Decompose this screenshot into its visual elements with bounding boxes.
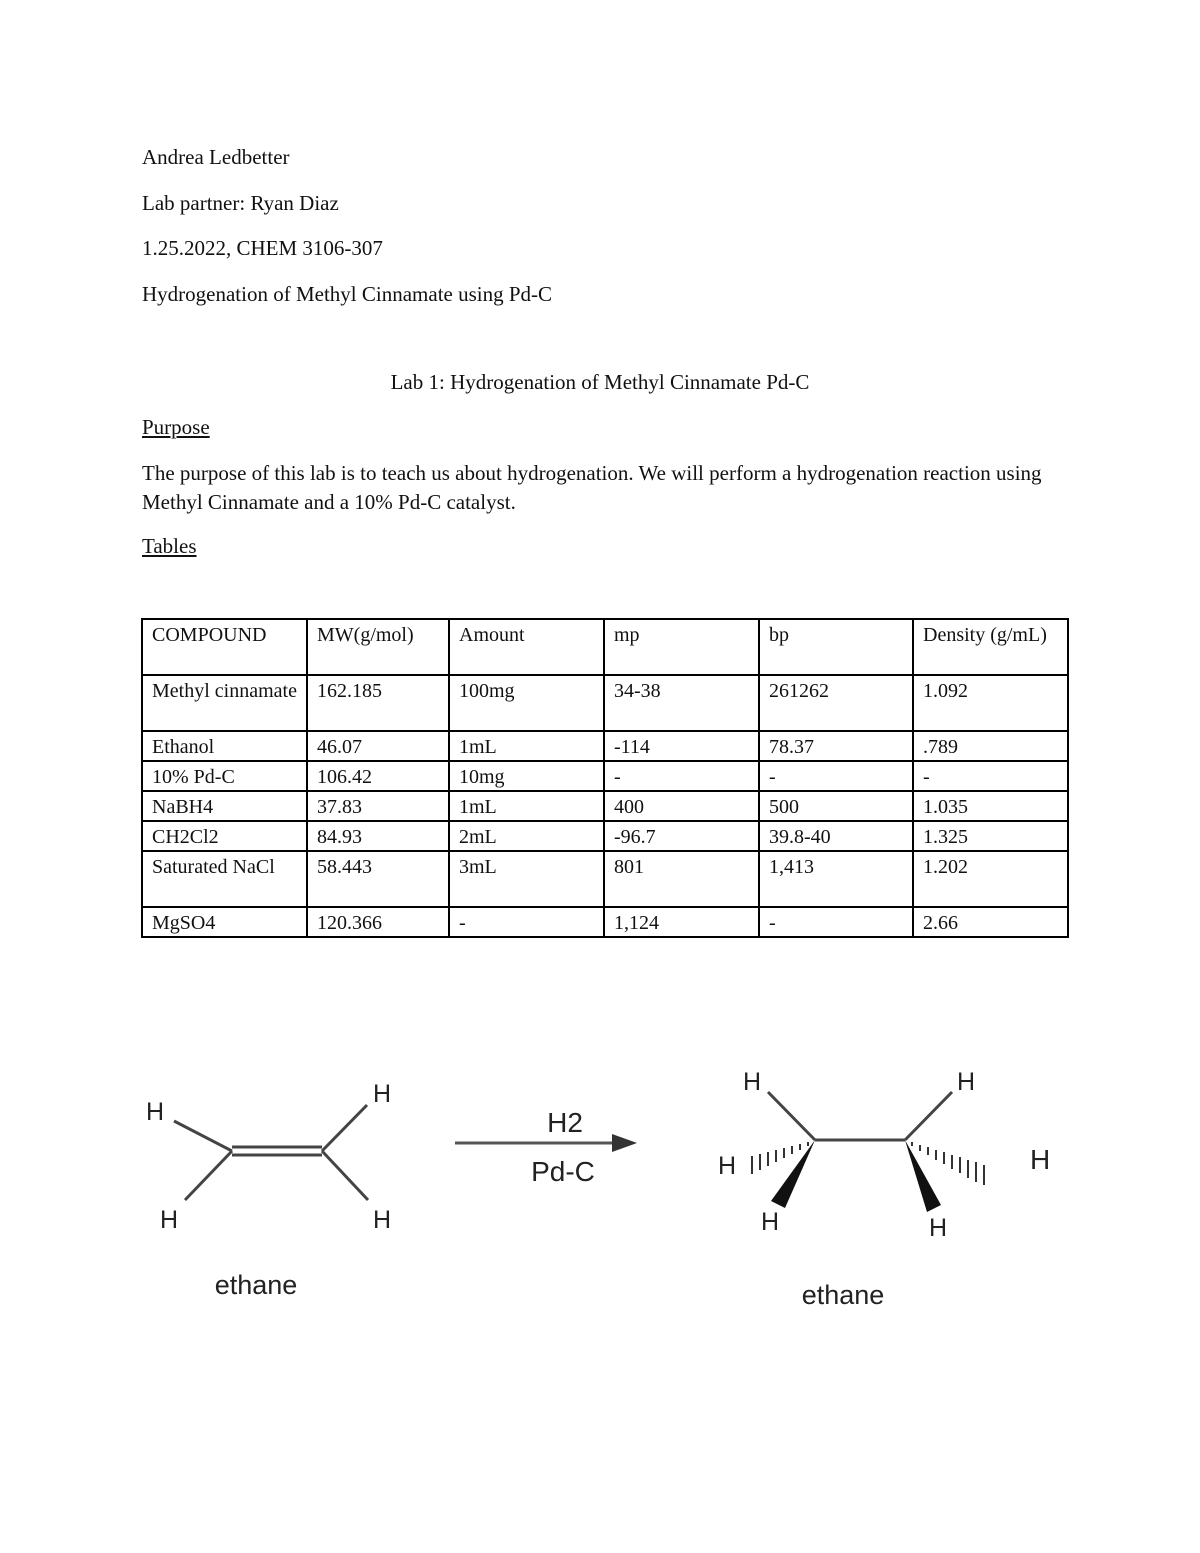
purpose-text: The purpose of this lab is to teach us about hydrogenation. We will perform a hydrogenation reaction using Methyl Cinnamate and a 10% Pd-C catalyst. <box>142 461 1042 514</box>
table-cell: 58.443 <box>307 851 449 907</box>
table-cell: 1,413 <box>759 851 913 907</box>
atom-label: H <box>146 1098 165 1126</box>
table-cell: - <box>449 907 604 937</box>
atom-label: H <box>743 1068 762 1096</box>
atom-label: H <box>718 1152 737 1180</box>
atom-label: H <box>929 1214 948 1242</box>
report-subject: Hydrogenation of Methyl Cinnamate using Pd-C <box>142 282 553 306</box>
page-title: Lab 1: Hydrogenation of Methyl Cinnamate Pd-C <box>390 370 810 394</box>
table-cell: 120.366 <box>307 907 449 937</box>
product-structure <box>768 1092 952 1140</box>
atom-label: H <box>373 1080 392 1108</box>
header-cell: mp <box>604 619 759 675</box>
reactant-structure <box>174 1105 368 1200</box>
table-cell: Ethanol <box>142 731 307 761</box>
table-cell: .789 <box>913 731 1068 761</box>
table-cell: 78.37 <box>759 731 913 761</box>
table-cell: 801 <box>604 851 759 907</box>
hashed-bonds <box>752 1142 984 1185</box>
table-cell: 3mL <box>449 851 604 907</box>
table-cell: 1.325 <box>913 821 1068 851</box>
table-cell: 1.092 <box>913 675 1068 731</box>
table-header-row <box>142 619 1068 675</box>
table-cell: 106.42 <box>307 761 449 791</box>
table-cell: Saturated NaCl <box>142 851 307 907</box>
author-name: Andrea Ledbetter <box>142 145 290 169</box>
table-cell: 500 <box>759 791 913 821</box>
table-row <box>142 731 1068 761</box>
reagent-top: H2 <box>547 1107 583 1138</box>
table-row <box>142 907 1068 937</box>
purpose-heading: Purpose <box>142 415 210 439</box>
table-row <box>142 761 1068 791</box>
table-cell: 1mL <box>449 731 604 761</box>
table-cell: 10mg <box>449 761 604 791</box>
table-row <box>142 851 1068 907</box>
table-row <box>142 821 1068 851</box>
table-cell: - <box>604 761 759 791</box>
table-cell: 2mL <box>449 821 604 851</box>
atom-label: H <box>761 1208 780 1236</box>
table-cell: 261262 <box>759 675 913 731</box>
table-cell: 162.185 <box>307 675 449 731</box>
reagent-table <box>141 618 1069 938</box>
tables-heading: Tables <box>142 534 197 558</box>
atom-label: H <box>160 1206 179 1234</box>
table-cell: CH2Cl2 <box>142 821 307 851</box>
lab-partner: Lab partner: Ryan Diaz <box>142 191 339 215</box>
table-row <box>142 675 1068 731</box>
header-cell: MW(g/mol) <box>307 619 449 675</box>
reaction-scheme <box>0 1050 1200 1330</box>
reactant-label: ethane <box>214 1270 298 1300</box>
wedge-bonds <box>771 1140 941 1212</box>
header-cell: bp <box>759 619 913 675</box>
table-cell: 1.202 <box>913 851 1068 907</box>
table-cell: 37.83 <box>307 791 449 821</box>
product-label: ethane <box>801 1280 885 1310</box>
table-cell: 34-38 <box>604 675 759 731</box>
header-cell: COMPOUND <box>142 619 307 675</box>
table-cell: - <box>759 907 913 937</box>
table-row <box>142 791 1068 821</box>
table-cell: NaBH4 <box>142 791 307 821</box>
table-cell: 1.035 <box>913 791 1068 821</box>
atom-label: H <box>373 1206 392 1234</box>
table-cell: 10% Pd-C <box>142 761 307 791</box>
header-cell: Amount <box>449 619 604 675</box>
table-cell: - <box>759 761 913 791</box>
table-cell: 2.66 <box>913 907 1068 937</box>
reaction-arrow <box>455 1134 637 1152</box>
reagent-bottom: Pd-C <box>531 1156 595 1187</box>
header-cell: Density (g/mL) <box>913 619 1068 675</box>
table-cell: 39.8-40 <box>759 821 913 851</box>
table-cell: 100mg <box>449 675 604 731</box>
table-cell: MgSO4 <box>142 907 307 937</box>
table-cell: 400 <box>604 791 759 821</box>
atom-label: H <box>957 1068 976 1096</box>
table-cell: 84.93 <box>307 821 449 851</box>
table-cell: -96.7 <box>604 821 759 851</box>
date-course: 1.25.2022, CHEM 3106-307 <box>142 236 383 260</box>
table-cell: 1mL <box>449 791 604 821</box>
table-cell: 1,124 <box>604 907 759 937</box>
table-cell: - <box>913 761 1068 791</box>
atom-label: H <box>1030 1144 1051 1175</box>
table-cell: -114 <box>604 731 759 761</box>
table-cell: Methyl cinnamate <box>142 675 307 731</box>
table-cell: 46.07 <box>307 731 449 761</box>
